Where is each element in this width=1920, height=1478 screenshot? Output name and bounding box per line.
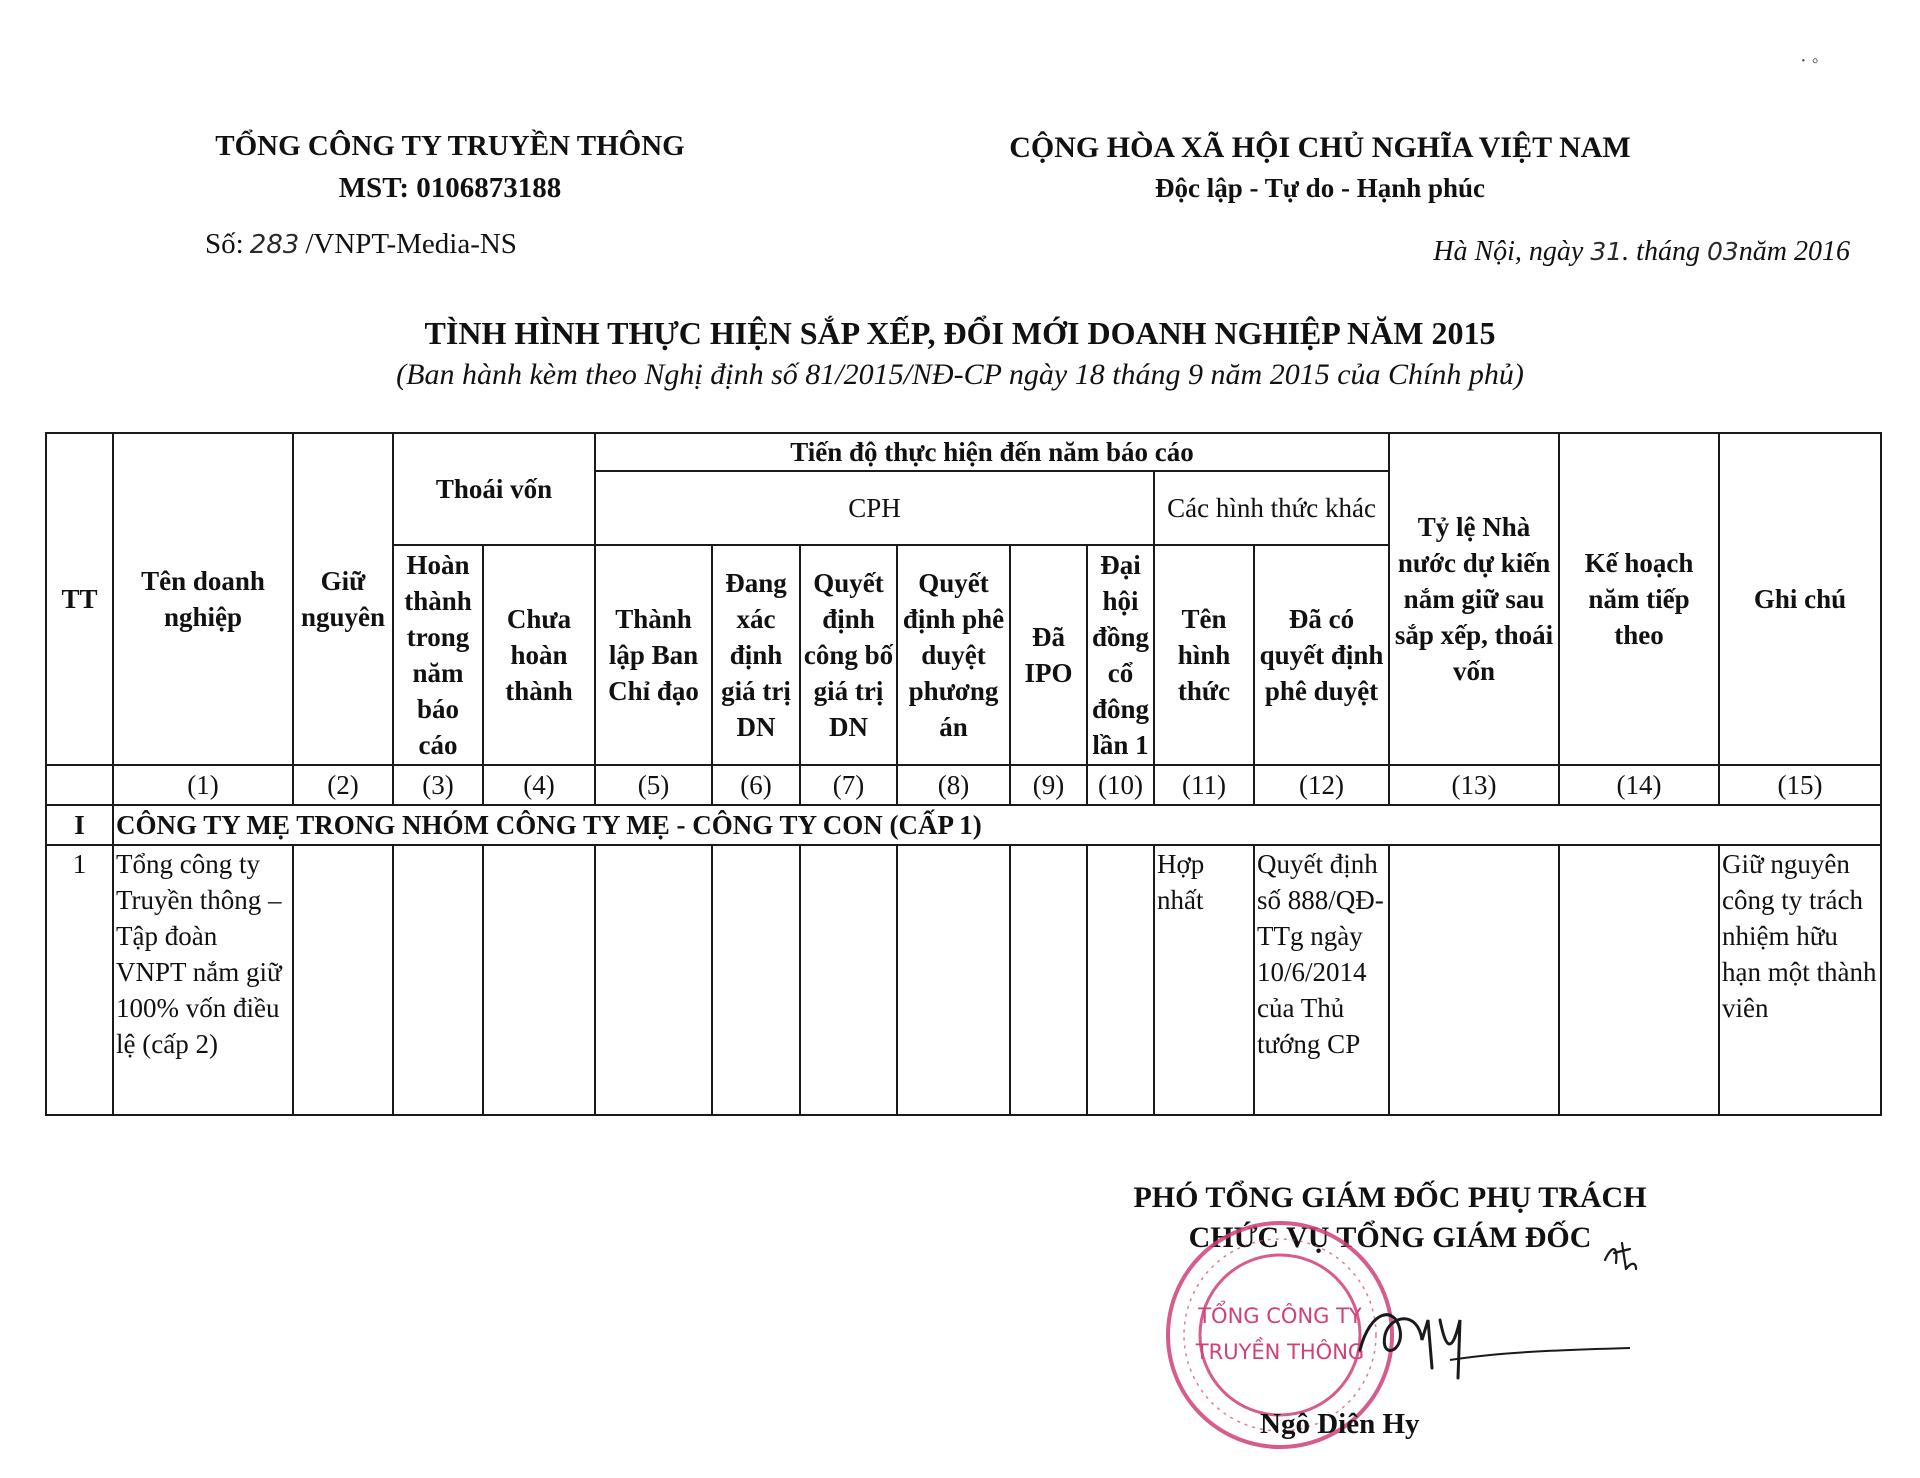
row-empty-cell xyxy=(1010,845,1087,1115)
header-cph: CPH xyxy=(595,471,1154,545)
column-number: (12) xyxy=(1254,765,1389,805)
column-number: (5) xyxy=(595,765,712,805)
document-number-suffix: /VNPT-Media-NS xyxy=(305,228,517,260)
header-other-decision: Đã có quyết định phê duyệt xyxy=(1254,545,1389,765)
column-number: (11) xyxy=(1154,765,1254,805)
column-number: (4) xyxy=(483,765,595,805)
row-notes: Giữ nguyên công ty trách nhiệm hữu hạn một thành viên xyxy=(1719,845,1881,1115)
column-number: (6) xyxy=(712,765,800,805)
initials-mark xyxy=(1600,1235,1640,1275)
national-motto: Độc lập - Tự do - Hạnh phúc xyxy=(1154,173,1486,203)
row-other-form: Hợp nhất xyxy=(1154,845,1254,1115)
organization-header xyxy=(140,125,760,209)
row-empty-cell xyxy=(712,845,800,1115)
column-number: (9) xyxy=(1010,765,1087,805)
national-header xyxy=(940,128,1700,208)
column-number: (2) xyxy=(293,765,393,805)
report-title: TÌNH HÌNH THỰC HIỆN SẮP XẾP, ĐỔI MỚI DOANH NGHIỆP NĂM 2015 xyxy=(424,315,1496,351)
date-month: 03 xyxy=(1706,237,1739,266)
header-cph-agm: Đại hội đồng cổ đông lần 1 xyxy=(1087,545,1154,765)
row-empty-cell xyxy=(483,845,595,1115)
row-empty-cell xyxy=(800,845,897,1115)
table-row xyxy=(46,845,1881,1115)
header-cph-plan: Quyết định phê duyệt phương án xyxy=(897,545,1010,765)
section-title: CÔNG TY MẸ TRONG NHÓM CÔNG TY MẸ - CÔNG TY CON (CẤP 1) xyxy=(113,805,1881,845)
header-cph-valuing: Đang xác định giá trị DN xyxy=(712,545,800,765)
row-empty-cell xyxy=(595,845,712,1115)
stamp-line1: TỔNG CÔNG TY xyxy=(1198,1304,1362,1328)
row-empty-cell xyxy=(393,845,483,1115)
header-divest: Thoái vốn xyxy=(393,433,595,545)
signatory-title-line1: PHÓ TỔNG GIÁM ĐỐC PHỤ TRÁCH xyxy=(1133,1181,1647,1214)
header-next-plan: Kế hoạch năm tiếp theo xyxy=(1559,433,1719,765)
column-number: (1) xyxy=(113,765,293,805)
column-number: (15) xyxy=(1719,765,1881,805)
column-number: (7) xyxy=(800,765,897,805)
row-tt: 1 xyxy=(46,845,113,1115)
header-company: Tên doanh nghiệp xyxy=(113,433,293,765)
report-table xyxy=(45,432,1882,1116)
document-date: Hà Nội, ngày 31. tháng 03năm 2016 xyxy=(1433,236,1850,267)
column-number: (8) xyxy=(897,765,1010,805)
date-day: 31 xyxy=(1590,237,1623,266)
row-empty-cell xyxy=(1087,845,1154,1115)
column-number-row xyxy=(46,765,1881,805)
date-prefix: Hà Nội, ngày xyxy=(1433,236,1584,267)
row-empty-cell xyxy=(897,845,1010,1115)
tax-code: MST: 0106873188 xyxy=(338,172,562,204)
organization-name: TỔNG CÔNG TY TRUYỀN THÔNG xyxy=(215,130,685,162)
column-number: (13) xyxy=(1389,765,1559,805)
header-progress: Tiến độ thực hiện đến năm báo cáo xyxy=(595,433,1389,471)
header-cph-announce: Quyết định công bố giá trị DN xyxy=(800,545,897,765)
scan-specks: · ◦ xyxy=(1800,50,1819,72)
date-year: năm 2016 xyxy=(1738,236,1850,267)
signatory-title-line2: CHỨC VỤ TỔNG GIÁM ĐỐC xyxy=(1188,1221,1592,1254)
header-keep: Giữ nguyên xyxy=(293,433,393,765)
header-tt: TT xyxy=(46,433,113,765)
header-divest-not-done: Chưa hoàn thành xyxy=(483,545,595,765)
row-empty-cell xyxy=(293,845,393,1115)
row-empty-cell xyxy=(1389,845,1559,1115)
report-subtitle: (Ban hành kèm theo Nghị định số 81/2015/NĐ-CP ngày 18 tháng 9 năm 2015 của Chính phủ) xyxy=(396,358,1524,391)
document-number-handwritten: 283 xyxy=(249,230,300,260)
document-number xyxy=(205,228,517,261)
header-state-ratio: Tỷ lệ Nhà nước dự kiến nắm giữ sau sắp xếp, thoái vốn xyxy=(1389,433,1559,765)
stamp-line2: TRUYỀN THÔNG xyxy=(1195,1340,1365,1364)
signatory-name: Ngô Diên Hy xyxy=(1260,1408,1420,1440)
header-notes: Ghi chú xyxy=(1719,433,1881,765)
row-company: Tổng công ty Truyền thông – Tập đoàn VNPT nắm giữ 100% vốn điều lệ (cấp 2) xyxy=(113,845,293,1115)
header-other-form: Tên hình thức xyxy=(1154,545,1254,765)
header-cph-ipo: Đã IPO xyxy=(1010,545,1087,765)
header-other: Các hình thức khác xyxy=(1154,471,1389,545)
section-row xyxy=(46,805,1881,845)
column-number-blank xyxy=(46,765,113,805)
row-empty-cell xyxy=(1559,845,1719,1115)
document-number-prefix: Số: xyxy=(205,228,244,260)
header-cph-committee: Thành lập Ban Chỉ đạo xyxy=(595,545,712,765)
date-month-label: tháng xyxy=(1636,236,1700,267)
handwritten-signature xyxy=(1300,1290,1630,1380)
header-divest-done: Hoàn thành trong năm báo cáo xyxy=(393,545,483,765)
column-number: (14) xyxy=(1559,765,1719,805)
column-number: (10) xyxy=(1087,765,1154,805)
section-index: I xyxy=(46,805,113,845)
row-other-decision: Quyết định số 888/QĐ-TTg ngày 10/6/2014 của Thủ tướng CP xyxy=(1254,845,1389,1115)
column-number: (3) xyxy=(393,765,483,805)
country-name: CỘNG HÒA XÃ HỘI CHỦ NGHĨA VIỆT NAM xyxy=(1009,131,1631,164)
